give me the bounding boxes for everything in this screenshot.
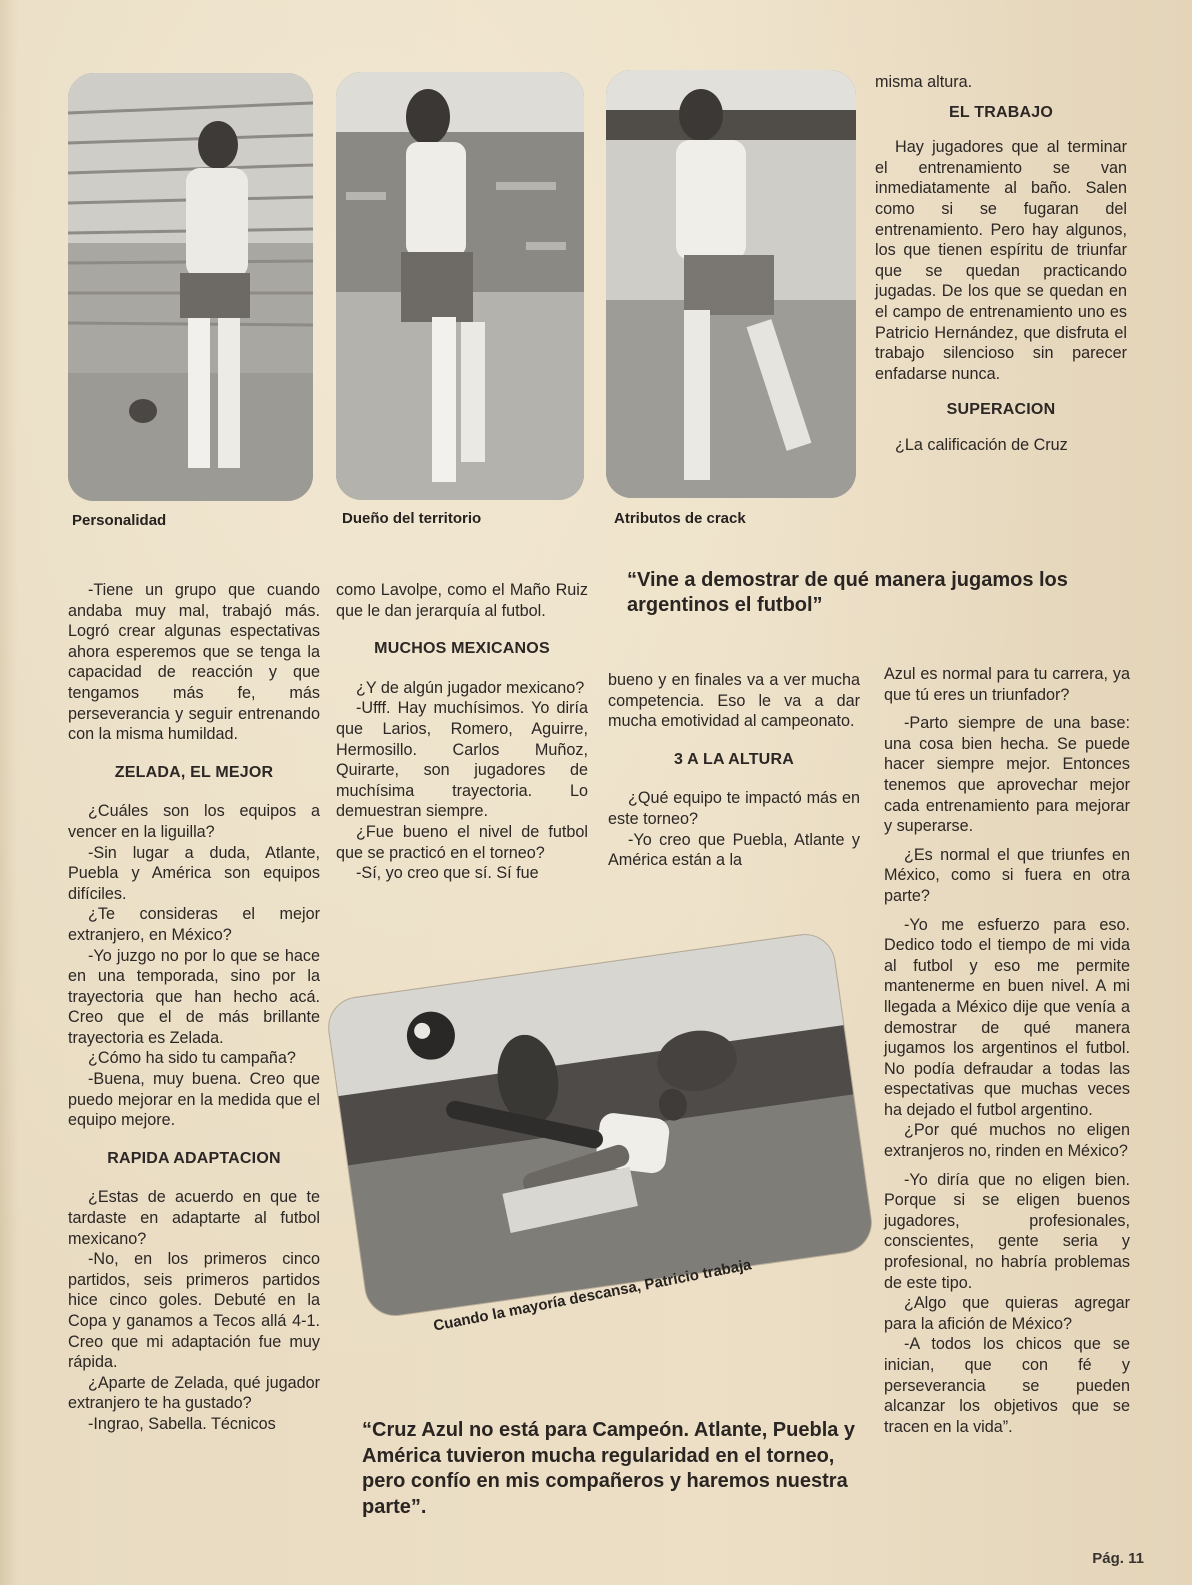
photo-atributos-de-crack xyxy=(606,70,856,498)
paragraph: ¿Cómo ha sido tu campaña? xyxy=(88,1049,296,1068)
pull-quote-bottom: “Cruz Azul no está para Campeón. Atlante, Puebla y América tuvieron mucha regularidad en el torneo, pero confío en mis compañeros y haremos nuestra parte”. xyxy=(362,1419,856,1518)
caption-dueno-del-territorio: Dueño del territorio xyxy=(342,510,482,527)
paragraph: -Ingrao, Sabella. Técnicos xyxy=(88,1414,276,1433)
paragraph: -Sí, yo creo que sí. Sí fue xyxy=(356,864,539,883)
paragraph: -Sin lugar a duda, Atlante, Puebla y América son equipos difíciles. xyxy=(68,843,320,903)
paragraph: -Yo creo que Puebla, Atlante y América están a la xyxy=(608,830,860,870)
subheading-zelada-el-mejor: ZELADA, EL MEJOR xyxy=(114,763,274,781)
subheading-el-trabajo: EL TRABAJO xyxy=(949,103,1053,121)
paragraph: -Buena, muy buena. Creo que puedo mejorar en la medida que el equipo mejore. xyxy=(68,1070,320,1130)
paragraph: misma altura. xyxy=(875,73,973,91)
column-3 xyxy=(608,670,860,871)
column-4-top xyxy=(875,72,1127,456)
paragraph: ¿Fue bueno el nivel de futbol que se practicó en el torneo? xyxy=(336,822,588,862)
paragraph: ¿Por qué muchos no eligen extranjeros no, rinden en México? xyxy=(884,1121,1130,1161)
paragraph: -No, en los primeros cinco partidos, seis primeros partidos hice cinco goles. Debuté en la Copa y ganamos a Tecos allá 4-1. Creo que mi adaptación fue muy rápida. xyxy=(68,1250,320,1372)
photo-personalidad xyxy=(68,73,313,501)
paragraph: -Parto siempre de una base: una cosa bien hecha. Se puede hacer siempre mejor. Entonces tenemos que aprovechar mejor cada entrenamiento para mejorar y superarse. xyxy=(884,714,1130,836)
paragraph: ¿La calificación de Cruz xyxy=(895,435,1068,454)
paragraph: -Yo me esfuerzo para eso. Dedico todo el tiempo de mi vida al futbol y eso me permite mantenerme en buen nivel. A mi llegada a México dije que venía a demostrar de qué manera jugamos los argentinos el futbol. No podía defraudar a todas las espectativas que muchas veces ha dejado el futbol argentino. xyxy=(884,915,1130,1119)
subheading-rapida-adaptacion: RAPIDA ADAPTACION xyxy=(107,1149,281,1167)
pull-quote-top: “Vine a demostrar de qué manera jugamos los argentinos el futbol” xyxy=(627,569,1068,616)
paragraph: ¿Es normal el que triunfes en México, como si fuera en otra parte? xyxy=(884,845,1130,905)
paragraph: -Yo diría que no eligen bien. Porque si se eligen buenos jugadores, profesionales, conscientes, gente seria y profesional, no habría problemas de este tipo. xyxy=(884,1170,1130,1292)
paragraph: ¿Y de algún jugador mexicano? xyxy=(356,678,585,697)
photo-patricio-trabaja xyxy=(325,931,875,1319)
paragraph: ¿Qué equipo te impactó más en este torneo? xyxy=(608,789,860,828)
column-2 xyxy=(336,580,588,884)
paragraph: ¿Aparte de Zelada, qué jugador extranjero te ha gustado? xyxy=(68,1373,320,1413)
subheading-3-a-la-altura: 3 A LA ALTURA xyxy=(674,750,794,768)
caption-personalidad: Personalidad xyxy=(72,512,167,529)
column-4 xyxy=(884,664,1130,1437)
subheading-superacion: SUPERACION xyxy=(946,401,1056,419)
page-number: Pág. 11 xyxy=(1092,1550,1144,1567)
paragraph: bueno y en finales va a ver mucha competencia. Eso le va a dar mucha emotividad al campeonato. xyxy=(608,671,860,731)
paragraph: ¿Te consideras el mejor extranjero, en México? xyxy=(68,905,320,944)
paragraph: ¿Algo que quieras agregar para la afición de México? xyxy=(884,1294,1130,1333)
paragraph: ¿Cuáles son los equipos a vencer en la liguilla? xyxy=(68,802,320,841)
column-1 xyxy=(68,580,320,1435)
caption-patricio-trabaja: Cuando la mayoría descansa, Patricio trabaja xyxy=(432,1256,753,1335)
paragraph: como Lavolpe, como el Maño Ruiz que le dan jerarquía al futbol. xyxy=(336,581,588,620)
paragraph: ¿Estas de acuerdo en que te tardaste en adaptarte al futbol mexicano? xyxy=(68,1188,320,1248)
photo-dueno-del-territorio xyxy=(336,72,584,500)
paragraph: -A todos los chicos que se inician, que con fé y perseverancia se pueden alcanzar los objetivos que se tracen en la vida”. xyxy=(884,1335,1130,1436)
paragraph: -Yo juzgo no por lo que se hace en una temporada, sino por la trayectoria que han hecho acá. Creo que el de más brillante trayectoria es Zelada. xyxy=(68,946,320,1047)
paragraph: -Tiene un grupo que cuando andaba muy mal, trabajó más. Logró crear algunas espectativas ahora esperemos que se tenga la capacidad de reacción y que tengamos más fe, más perseverancia y seguir entrenando con la misma humildad. xyxy=(68,581,320,744)
paragraph: Azul es normal para tu carrera, ya que tú eres un triunfador? xyxy=(884,665,1130,704)
paragraph: -Ufff. Hay muchísimos. Yo diría que Larios, Romero, Aguirre, Hermosillo. Carlos Muñoz, Quirarte, son jugadores de muchísima trayectoria. Lo demuestran siempre. xyxy=(336,699,588,821)
paragraph: Hay jugadores que al terminar el entrenamiento se van inmediatamente al baño. Salen como si se fugaran del entrenamiento. Pero hay algunos, los que tienen espíritu de triunfar que se quedan practicando jugadas. De los que se quedan en el campo de entrenamiento uno es Patricio Hernández, que disfruta el trabajo silencioso sin parecer enfadarse nunca. xyxy=(875,138,1127,383)
subheading-muchos-mexicanos: MUCHOS MEXICANOS xyxy=(374,640,550,658)
caption-atributos-de-crack: Atributos de crack xyxy=(614,510,746,527)
